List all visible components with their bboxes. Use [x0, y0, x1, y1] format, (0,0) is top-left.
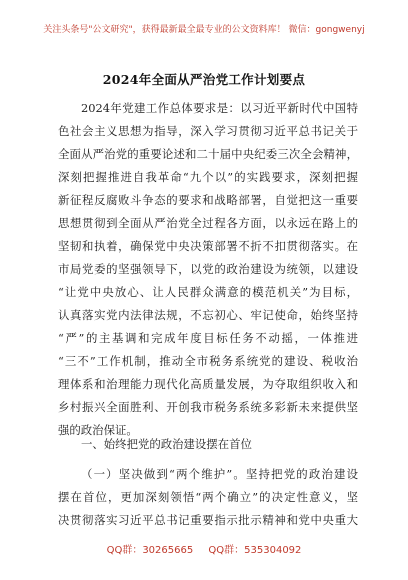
text-line: “严”的主基调和完成年度目标任务不动摇，一体推进 — [58, 331, 358, 345]
paragraph-1 — [58, 97, 358, 442]
qq-group-2: QQ群：535304092 — [208, 545, 302, 556]
text-line: 决贯彻落实习近平总书记重要指示批示精神和党中央重大 — [58, 513, 358, 527]
text-line: 乡村振兴全面胜利、开创我市税务系统多彩新未来提供坚 — [58, 400, 358, 414]
text-line: 认真落实党内法律法规，不忘初心、牢记使命，始终坚持 — [58, 308, 358, 322]
text-line: 摆在首位，更加深刻领悟“两个确立”的决定性意义，坚 — [58, 490, 358, 504]
qq-group-1: QQ群：30265665 — [106, 545, 194, 556]
text-line: 全面从严治党的重要论述和二十届中央纪委三次全会精神， — [58, 147, 358, 161]
text-line: “让党中央放心、让人民群众满意的模范机关”为目标， — [58, 285, 358, 299]
text-line: 坚韧和执着，确保党中央决策部署不折不扣贯彻落实。在 — [58, 239, 358, 253]
text-line: “三不”工作机制，推动全市税务系统党的建设、税收治 — [58, 354, 358, 368]
text-line: （一）坚决做到“两个维护”。坚持把党的政治建设 — [81, 467, 358, 481]
text-line: 思想贯彻到全面从严治党全过程各方面，以永远在路上的 — [58, 216, 358, 230]
text-line: 2024年党建工作总体要求是：以习近平新时代中国特 — [81, 101, 358, 115]
footer-contacts — [0, 541, 408, 556]
text-line: 理体系和治理能力现代化高质量发展，为夺取组织收入和 — [58, 377, 358, 391]
section-heading — [58, 433, 358, 456]
text-line: 新征程反腐败斗争态的要求和战略部署，自觉把这一重要 — [58, 193, 358, 207]
paragraph-2 — [58, 463, 358, 532]
document-title: 2024年全面从严治党工作计划要点 — [102, 72, 306, 87]
text-line: 市局党委的坚强领导下，以党的政治建设为统领，以建设 — [58, 262, 358, 276]
text-line: 色社会主义思想为指导，深入学习贯彻习近平总书记关于 — [58, 124, 358, 138]
text-line: 深刻把握推进自我革命“九个以”的实践要求，深刻把握 — [58, 170, 358, 184]
header-banner: 关注头条号"公文研究"，获得最新最全最专业的公文资料库！ 微信：gongwenyj — [43, 25, 365, 35]
section-heading-text: 一、始终把党的政治建设摆在首位 — [81, 437, 252, 451]
text-line: 强的政治保证。 — [58, 423, 138, 437]
